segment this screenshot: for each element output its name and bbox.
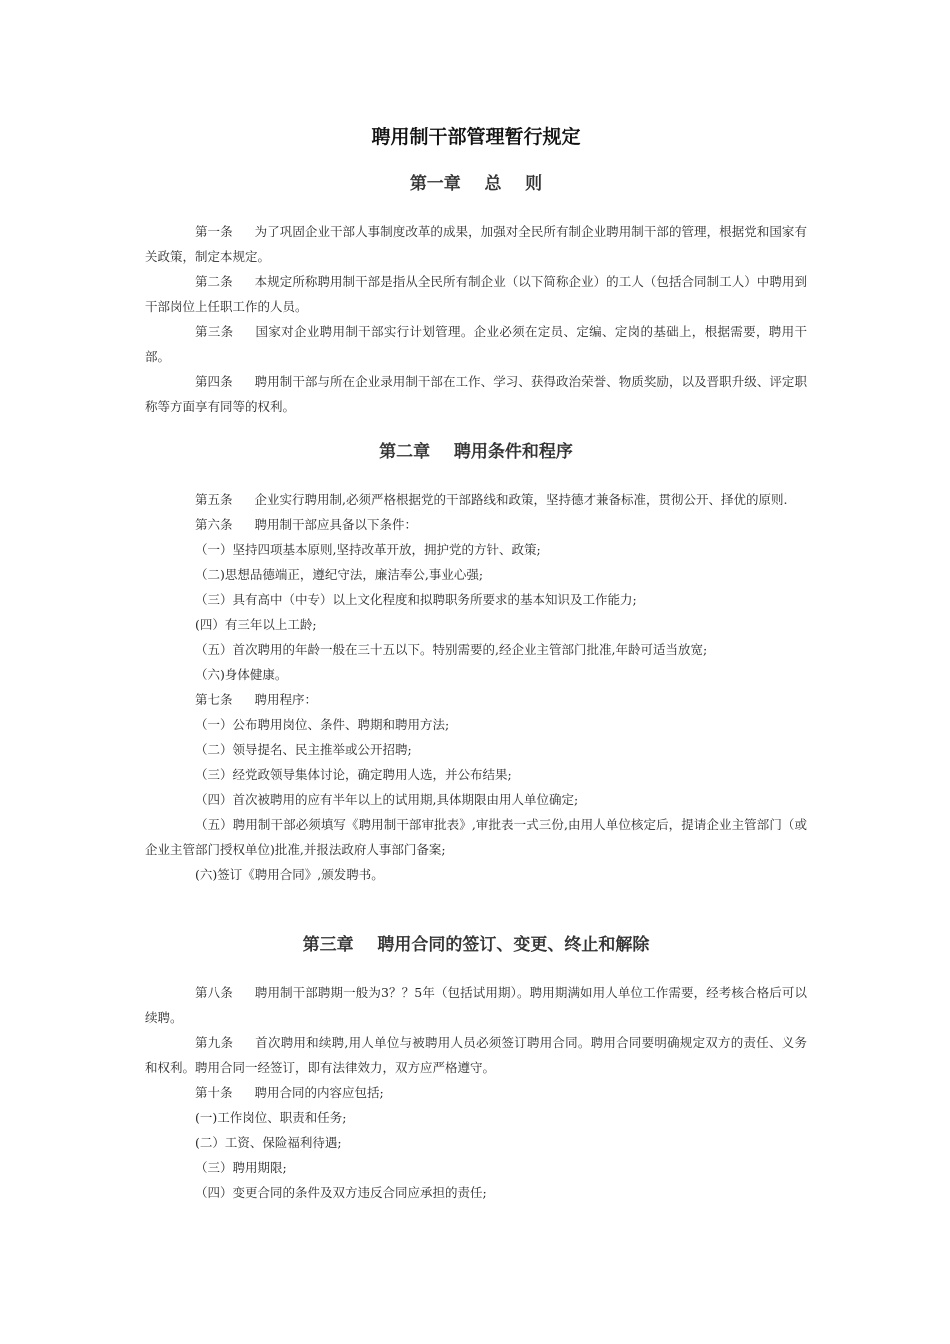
article-paragraph	[145, 219, 807, 269]
chapter-1-body	[145, 219, 807, 419]
list-item: (一)工作岗位、职责和任务;	[195, 1110, 347, 1125]
article-paragraph	[145, 487, 807, 512]
article-paragraph	[145, 687, 807, 712]
article-paragraph	[145, 269, 807, 319]
list-item: （四）首次被聘用的应有半年以上的试用期,具体期限由用人单位确定;	[195, 792, 579, 807]
chapter-3-heading: 第三章 聘用合同的签订、变更、终止和解除	[302, 935, 650, 955]
article-text: 聘用制干部与所在企业录用制干部在工作、学习、获得政治荣誉、物质奖励，以及晋职升级、评定职称等方面享有同等的权利。	[145, 374, 807, 414]
article-paragraph	[145, 1030, 807, 1080]
list-item: (二）工资、保险福利待遇;	[195, 1135, 342, 1150]
article-text: 聘用制干部应具备以下条件：	[254, 517, 418, 532]
list-item: （三）具有高中（中专）以上文化程度和拟聘职务所要求的基本知识及工作能力;	[195, 592, 637, 607]
list-item: （五）首次聘用的年龄一般在三十五以下。特别需要的,经企业主管部门批准,年龄可适当放宽;	[195, 642, 708, 657]
article-number: 第一条	[195, 224, 233, 239]
list-item: （二）领导提名、民主推举或公开招聘;	[195, 742, 412, 757]
article-text: 企业实行聘用制,必须严格根据党的干部路线和政策，坚持德才兼备标准，贯彻公开、择优的原则.	[254, 492, 788, 507]
article-number: 第三条	[195, 324, 234, 339]
list-item: (四）有三年以上工龄;	[195, 617, 317, 632]
article-number: 第二条	[195, 274, 233, 289]
article-paragraph	[145, 1080, 807, 1105]
list-item: （四）变更合同的条件及双方违反合同应承担的责任;	[195, 1185, 487, 1200]
chapter-2-heading: 第二章 聘用条件和程序	[379, 442, 573, 462]
article-paragraph	[145, 319, 807, 369]
article-text: （五）聘用制干部必须填写《聘用制干部审批表》,审批表一式三份,由用人单位核定后，提请企业主管部门（或企业主管部门授权单位)批准,并报法政府人事部门备案;	[145, 817, 807, 857]
article-number: 第九条	[195, 1035, 234, 1050]
article-paragraph	[145, 369, 807, 419]
article-paragraph	[145, 812, 807, 862]
document-title: 聘用制干部管理暂行规定	[371, 126, 581, 148]
list-item: （一）坚持四项基本原则,坚持改革开放，拥护党的方针、政策;	[195, 542, 541, 557]
article-number: 第四条	[195, 374, 233, 389]
article-text: 为了巩固企业干部人事制度改革的成果，加强对全民所有制企业聘用制干部的管理，根据党和国家有关政策，制定本规定。	[145, 224, 807, 264]
chapter-2-body	[145, 487, 807, 887]
article-number: 第五条	[195, 492, 233, 507]
article-text: 聘用合同的内容应包括;	[254, 1085, 384, 1100]
article-paragraph	[145, 512, 807, 537]
article-number: 第八条	[195, 985, 233, 1000]
article-text: 聘用程序：	[254, 692, 318, 707]
list-item: （三）经党政领导集体讨论，确定聘用人选，并公布结果;	[195, 767, 512, 782]
list-item: (六)签订《聘用合同》,颁发聘书。	[195, 867, 384, 882]
list-item: （一）公布聘用岗位、条件、聘期和聘用方法;	[195, 717, 450, 732]
list-item: （二)思想品德端正，遵纪守法，廉洁奉公,事业心强;	[195, 567, 484, 582]
article-text: 本规定所称聘用制干部是指从全民所有制企业（以下简称企业）的工人（包括合同制工人）中聘用到干部岗位上任职工作的人员。	[145, 274, 807, 314]
article-text: 首次聘用和续聘,用人单位与被聘用人员必须签订聘用合同。聘用合同要明确规定双方的责任、义务和权利。聘用合同一经签订，即有法律效力，双方应严格遵守。	[145, 1035, 807, 1075]
article-text: 聘用制干部聘期一般为3？？5年（包括试用期）。聘用期满如用人单位工作需要，经考核合格后可以续聘。	[145, 985, 807, 1025]
article-number: 第六条	[195, 517, 233, 532]
article-paragraph	[145, 980, 807, 1030]
chapter-3-body	[145, 980, 807, 1205]
article-text: 国家对企业聘用制干部实行计划管理。企业必须在定员、定编、定岗的基础上，根据需要，聘用干部。	[145, 324, 807, 364]
list-item: （三）聘用期限;	[195, 1160, 287, 1175]
list-item: （六)身体健康。	[195, 667, 288, 682]
article-number: 第七条	[195, 692, 233, 707]
article-number: 第十条	[195, 1085, 233, 1100]
chapter-1-heading: 第一章 总 则	[409, 174, 543, 194]
